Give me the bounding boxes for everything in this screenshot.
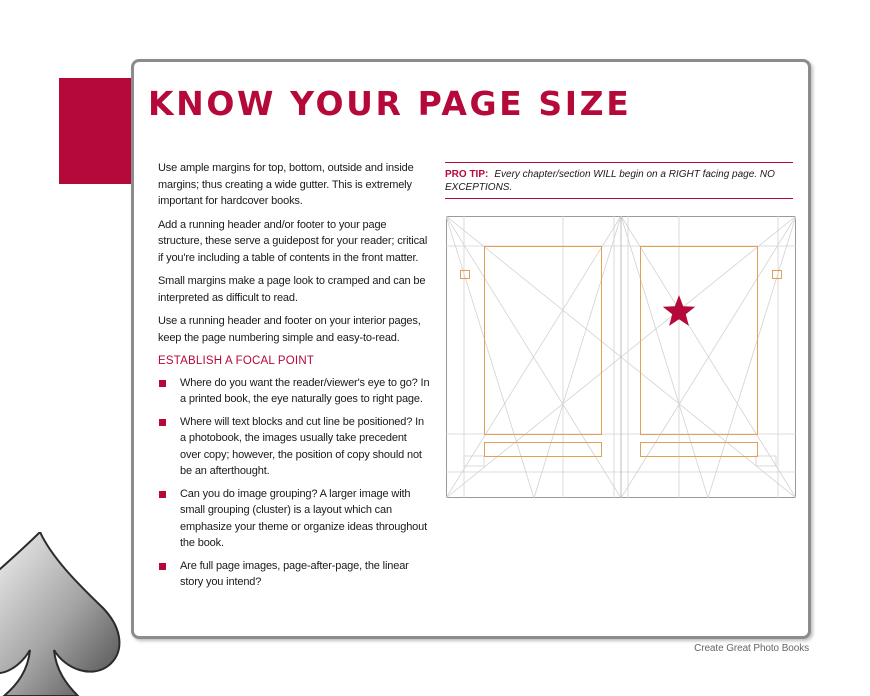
list-item-text: Are full page images, page-after-page, the linear story you intend? bbox=[180, 559, 409, 588]
accent-block bbox=[59, 78, 139, 184]
list-item bbox=[158, 558, 430, 591]
section-heading: ESTABLISH A FOCAL POINT bbox=[158, 355, 315, 367]
list-item bbox=[158, 414, 430, 480]
page-layout-diagram bbox=[446, 216, 796, 498]
list-item bbox=[158, 375, 430, 408]
list-item-text: Can you do image grouping? A larger image with small grouping (cluster) is a layout which can emphasize your theme or organize ideas throughout the book. bbox=[180, 487, 428, 549]
list-item-text: Where do you want the reader/viewer's eye to go? In a printed book, the eye naturally goes to right page. bbox=[180, 376, 430, 405]
bullet-square-icon bbox=[159, 419, 166, 426]
list-item bbox=[158, 486, 430, 552]
paragraph-small-margins: Small margins make a page look to cramped and can be interpreted as difficult to read. bbox=[158, 275, 426, 304]
bullet-square-icon bbox=[159, 380, 166, 387]
pro-tip-label: PRO TIP: bbox=[445, 169, 489, 180]
pro-tip-box bbox=[445, 162, 793, 199]
footer-book-title: Create Great Photo Books bbox=[694, 643, 809, 654]
paragraph-running-header: Add a running header and/or footer to your page structure, these serve a guidepost for your reader; critical if you're including a table of contents in the front matter. bbox=[158, 218, 428, 264]
bullet-square-icon bbox=[159, 491, 166, 498]
body-text-column bbox=[158, 160, 430, 597]
paragraph-margins: Use ample margins for top, bottom, outside and inside margins; thus creating a wide gutter. This is extremely important for hardcover books. bbox=[158, 162, 414, 207]
pro-tip-text: Every chapter/section WILL begin on a RIGHT facing page. NO EXCEPTIONS. bbox=[445, 169, 775, 193]
spade-icon bbox=[0, 532, 130, 696]
bullet-square-icon bbox=[159, 563, 166, 570]
bullet-list bbox=[158, 375, 430, 591]
list-item-text: Where will text blocks and cut line be positioned? In a photobook, the images usually take precedent over copy; however, the position of copy should not be an afterthought. bbox=[180, 415, 424, 477]
paragraph-page-numbering: Use a running header and footer on your interior pages, keep the page numbering simple and easy-to-read. bbox=[158, 315, 421, 344]
page-title: KNOW YOUR PAGE SIZE bbox=[148, 84, 632, 123]
